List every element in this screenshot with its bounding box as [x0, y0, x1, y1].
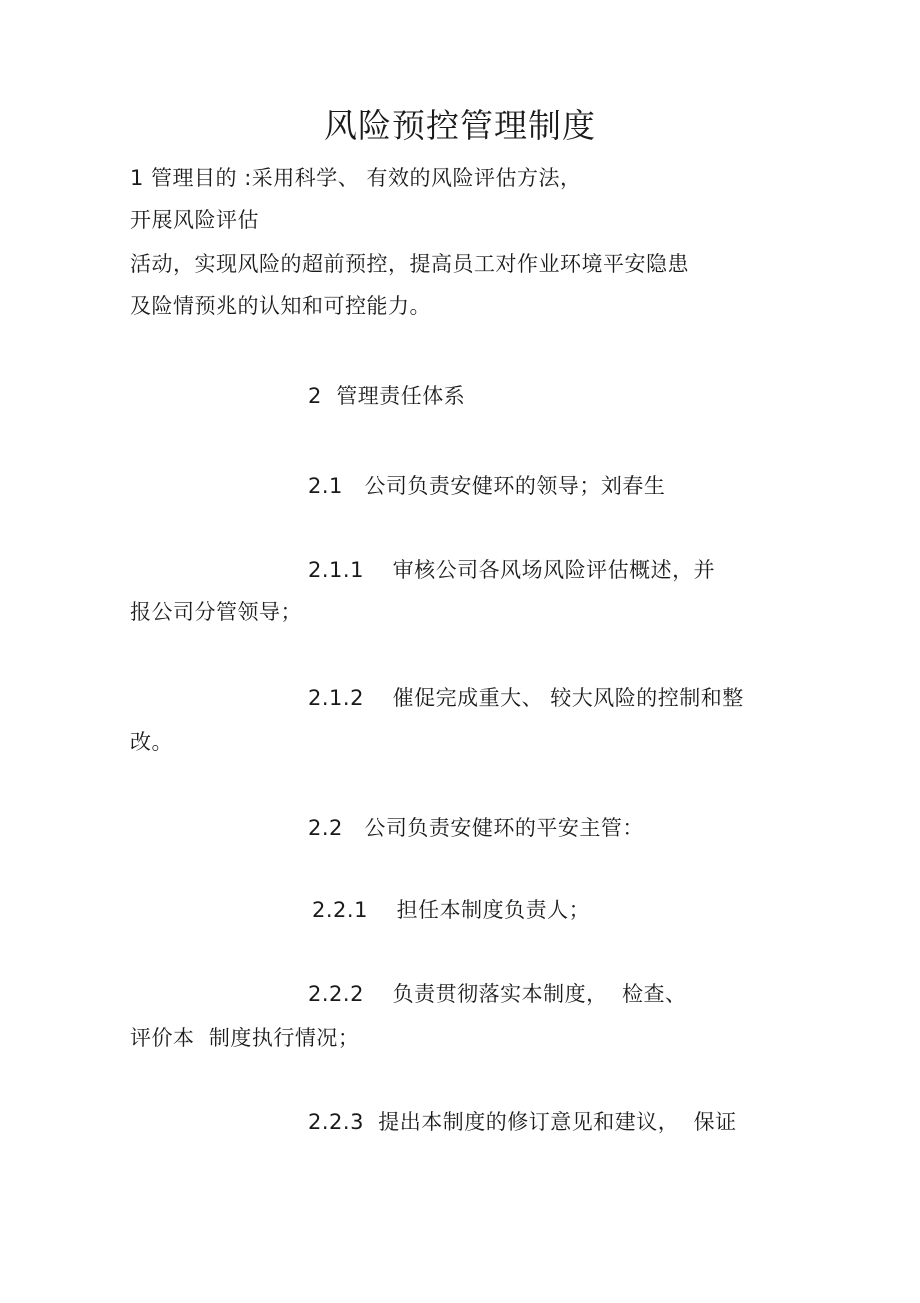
clause-2-1-1-cont: 报公司分管领导； — [130, 600, 302, 624]
purpose-line-3: 活动，实现风险的超前预控，提高员工对作业环境平安隐患 — [130, 252, 689, 276]
clause-2-1-2: 2.1.2 催促完成重大、 较大风险的控制和整 — [308, 686, 744, 710]
clause-2-2-2-cont: 评价本 制度执行情况； — [130, 1026, 360, 1050]
clause-2-1-2-cont: 改。 — [130, 730, 173, 754]
section-heading-2: 2 管理责任体系 — [308, 384, 466, 408]
purpose-line-2: 开展风险评估 — [130, 208, 259, 232]
purpose-line-1: 1 管理目的 :采用科学、 有效的风险评估方法， — [130, 166, 582, 190]
clause-2-2: 2.2 公司负责安健环的平安主管： — [308, 816, 644, 840]
clause-2-1: 2.1 公司负责安健环的领导；刘春生 — [308, 474, 666, 498]
clause-2-1-1: 2.1.1 审核公司各风场风险评估概述，并 — [308, 558, 716, 582]
purpose-line-4: 及险情预兆的认知和可控能力。 — [130, 294, 431, 318]
clause-2-2-1: 2.2.1 担任本制度负责人； — [312, 898, 591, 922]
clause-2-2-3: 2.2.3 提出本制度的修订意见和建议， 保证 — [308, 1110, 737, 1134]
clause-2-2-2: 2.2.2 负责贯彻落实本制度， 检查、 — [308, 982, 687, 1006]
document-title: 风险预控管理制度 — [324, 106, 596, 145]
